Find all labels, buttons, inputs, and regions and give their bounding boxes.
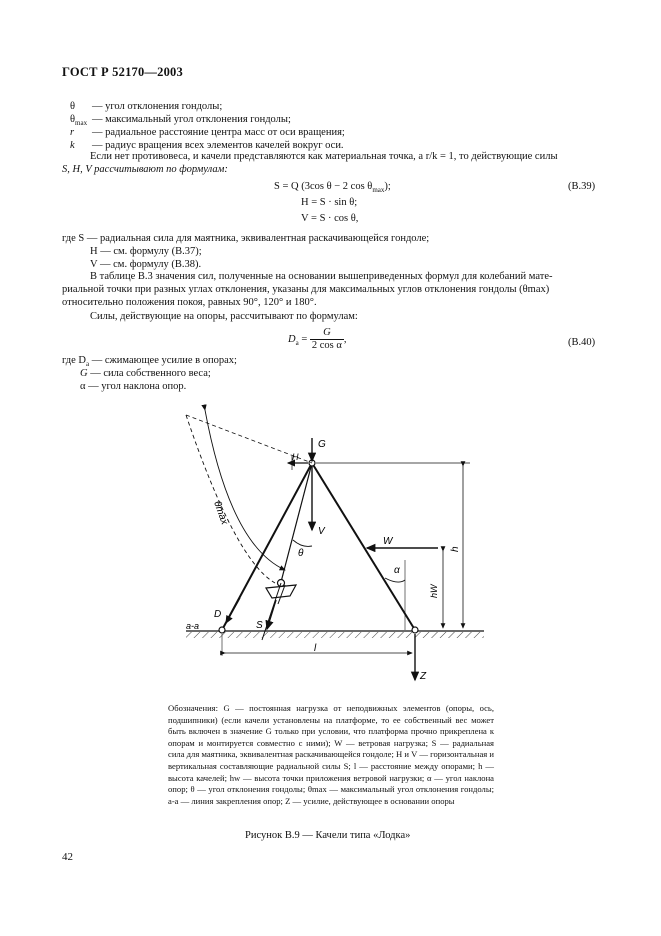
formula-number-b40: (В.40) xyxy=(568,337,596,348)
alpha-arc xyxy=(385,578,405,582)
label-l: l xyxy=(314,643,317,654)
def-symbol-theta: θ xyxy=(70,101,76,112)
right-foot xyxy=(412,627,418,633)
label-g: G xyxy=(318,439,326,450)
label-aa: a-a xyxy=(186,621,200,631)
label-d: D xyxy=(214,609,222,620)
paragraph-1-line-1: Если нет противовеса, и качели представляются как материальная точка, а r/k = 1, то действующие силы xyxy=(90,151,558,162)
label-s: S xyxy=(256,620,263,631)
label-theta-max: θmax xyxy=(211,499,230,527)
where-alpha: α — угол наклона опор. xyxy=(80,381,187,392)
label-h-height: h xyxy=(450,546,461,552)
formula-v: V = S · cos θ, xyxy=(301,213,359,224)
figure-caption: Рисунок В.9 — Качели типа «Лодка» xyxy=(245,830,411,841)
theta-arc xyxy=(293,540,312,546)
force-d-arrow xyxy=(226,598,240,623)
pendulum-arm xyxy=(281,463,312,582)
label-h-force: H xyxy=(292,452,299,462)
def-symbol-r: r xyxy=(70,127,75,138)
where-da: где $D_a$ — сжимающее усилие в опорах; xyxy=(62,355,237,369)
formula-s: S = Q (3cos θ − 2 $\cos \theta_{max}$); xyxy=(274,181,391,195)
page-number: 42 xyxy=(62,851,73,863)
right-support xyxy=(312,463,415,630)
def-text-k: — радиус вращения всех элементов качелей вокруг оси. xyxy=(92,140,344,151)
def-text-theta: — угол отклонения гондолы; xyxy=(92,101,223,112)
def-text-r: — радиальное расстояние центра масс от оси вращения; xyxy=(92,127,345,138)
ground-line xyxy=(186,631,484,638)
label-alpha: α xyxy=(394,565,400,576)
label-theta: θ xyxy=(298,548,304,559)
where-s: где S — радиальная сила для маятника, эквивалентная раскачивающейся гондоле; xyxy=(62,233,430,244)
paragraph-2-line-3: относительно положения покоя, равных 90°, 120° и 180°. xyxy=(62,297,317,308)
formula-number-b39: (В.39) xyxy=(568,181,596,192)
where-v: V — см. формулу (В.38). xyxy=(90,259,202,270)
where-g: G — сила собственного веса; xyxy=(80,368,211,379)
paragraph-2-line-1: В таблице В.3 значения сил, полученные на основании вышеприведенных формул для колебаний мате- xyxy=(90,271,553,282)
formula-h: H = S · sin θ; xyxy=(301,197,358,208)
paragraph-3: Силы, действующие на опоры, рассчитывают по формулам: xyxy=(90,311,358,322)
label-v: V xyxy=(318,526,325,537)
def-symbol-theta-max: $\theta_{max}$ xyxy=(70,114,88,128)
label-w: W xyxy=(383,536,393,547)
theta-max-dim-arc xyxy=(205,410,285,570)
label-hw: hW xyxy=(429,584,439,598)
force-s-arrow xyxy=(267,600,276,629)
paragraph-1-line-2: S, H, V рассчитывают по формулам: xyxy=(62,164,228,175)
left-foot xyxy=(219,627,225,633)
page-header: ГОСТ Р 52170—2003 xyxy=(62,65,183,79)
def-symbol-k: k xyxy=(70,140,75,151)
where-h: H — см. формулу (В.37); xyxy=(90,246,202,257)
paragraph-2-line-2: риальной точки при разных углах отклонения, указаны для максимальных углов отклонения гондолы (θmax) xyxy=(62,284,550,295)
def-text-theta-max: — максимальный угол отклонения гондолы; xyxy=(92,114,291,125)
figure-legend: Обозначения: G — постоянная нагрузка от неподвижных элементов (опоры, ось, подшипники) (если качели установлены на платформе, то ее собственный вес может быть включен в значение G только при условии, что платформа прочно прикреплена к опорам и монтируется совместно с ними); W — ветровая нагрузка; S — радиальная сила для маятника, эквивалентная раскачивающейся гондоле; H и V — горизонтальная и вертикальная составляющие радиальной силы S; l — расстояние между опорами; h — высота качелей; hw — высота точки приложения ветровой нагрузки; α — угол наклона опор; θ — угол отклонения гондолы; θmax — максимальный угол отклонения гондолы; a-a — линия закрепления опор; Z — усилие, действующее в основании опоры xyxy=(168,703,494,806)
label-z: Z xyxy=(420,671,427,682)
formula-da: $D_a$ = $\frac{G}{\text{2 cos α}}$ , xyxy=(288,327,347,351)
